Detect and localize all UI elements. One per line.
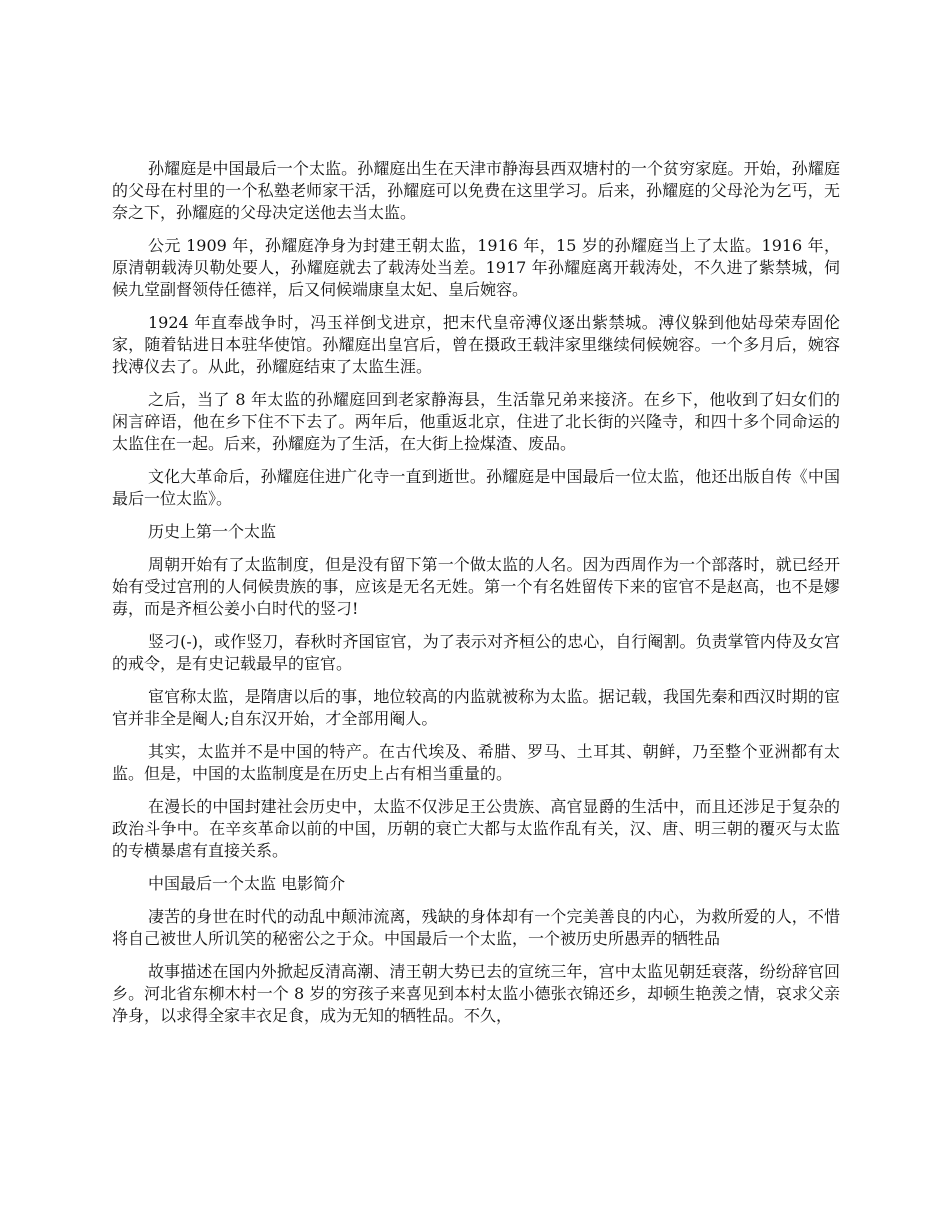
paragraph-feudal-history: 在漫长的中国封建社会历史中，太监不仅涉足王公贵族、高官显爵的生活中，而且还涉足于复杂的政治斗争中。在辛亥革命以前的中国，历朝的衰亡大都与太监作乱有关，汉、唐、明三朝的覆灭与太监的专横暴虐有直接关系。 bbox=[112, 797, 840, 860]
heading-movie-intro: 中国最后一个太监 电影简介 bbox=[148, 874, 346, 893]
paragraph-1924-war: 1924 年直奉战争时，冯玉祥倒戈进京，把末代皇帝溥仪逐出紫禁城。溥仪躲到他姑母荣寿固伦家，随着钻进日本驻华使馆。孙耀庭出皇宫后，曾在摄政王载沣家里继续伺候婉容。一个多月后，婉容找溥仪去了。从此，孙耀庭结束了太监生涯。 bbox=[112, 313, 840, 376]
paragraph-eunuch-title: 宦官称太监，是隋唐以后的事，地位较高的内监就被称为太监。据记载，我国先秦和西汉时期的宦官并非全是阉人;自东汉开始，才全部用阉人。 bbox=[112, 687, 840, 728]
paragraph-zhou-dynasty: 周朝开始有了太监制度，但是没有留下第一个做太监的人名。因为西周作为一个部落时，就已经开始有受过宫刑的人伺候贵族的事，应该是无名无姓。第一个有名姓留传下来的宦官不是赵高，也不是嫪毐，而是齐桓公姜小白时代的竖刁! bbox=[112, 555, 840, 618]
paragraph-1909-castration: 公元 1909 年，孙耀庭净身为封建王朝太监，1916 年，15 岁的孙耀庭当上了太监。1916 年，原清朝载涛贝勒处要人，孙耀庭就去了载涛处当差。1917 年孙耀庭离开载涛处，不久进了紫禁城，伺候九堂副督领侍任德祥，后又伺候端康皇太妃、皇后婉容。 bbox=[112, 236, 840, 299]
paragraph-sun-yaoting-intro: 孙耀庭是中国最后一个太监。孙耀庭出生在天津市静海县西双塘村的一个贫穷家庭。开始，孙耀庭的父母在村里的一个私塾老师家干活，孙耀庭可以免费在这里学习。后来，孙耀庭的父母沦为乞丐，无奈之下，孙耀庭的父母决定送他去当太监。 bbox=[112, 159, 840, 222]
paragraph-movie-summary: 凄苦的身世在时代的动乱中颠沛流离，残缺的身体却有一个完美善良的内心，为救所爱的人，不惜将自己被世人所讥笑的秘密公之于众。中国最后一个太监，一个被历史所愚弄的牺牲品 bbox=[112, 907, 840, 948]
paragraph-cultural-revolution: 文化大革命后，孙耀庭住进广化寺一直到逝世。孙耀庭是中国最后一位太监，他还出版自传《中国最后一位太监》。 bbox=[112, 467, 840, 508]
document-body bbox=[112, 158, 840, 1038]
paragraph-other-countries: 其实，太监并不是中国的特产。在古代埃及、希腊、罗马、土耳其、朝鲜，乃至整个亚洲都有太监。但是，中国的太监制度是在历史上占有相当重量的。 bbox=[112, 742, 840, 783]
heading-first-eunuch: 历史上第一个太监 bbox=[148, 522, 277, 541]
paragraph-return-home: 之后，当了 8 年太监的孙耀庭回到老家静海县，生活靠兄弟来接济。在乡下，他收到了妇女们的闲言碎语，他在乡下住不下去了。两年后，他重返北京，住进了北长街的兴隆寺，和四十多个同命运的太监住在一起。后来，孙耀庭为了生活，在大街上捡煤渣、废品。 bbox=[112, 390, 840, 453]
paragraph-shu-diao: 竖刁(-)，或作竖刀，春秋时齐国宦官，为了表示对齐桓公的忠心，自行阉割。负责掌管内侍及女宫的戒令，是有史记载最早的宦官。 bbox=[112, 632, 840, 673]
paragraph-movie-story: 故事描述在国内外掀起反清高潮、清王朝大势已去的宣统三年，宫中太监见朝廷衰落，纷纷辞官回乡。河北省东柳木村一个 8 岁的穷孩子来喜见到本村太监小德张衣锦还乡，却顿生艳羡之情，哀求父亲净身，以求得全家丰衣足食，成为无知的牺牲品。不久， bbox=[112, 962, 840, 1025]
